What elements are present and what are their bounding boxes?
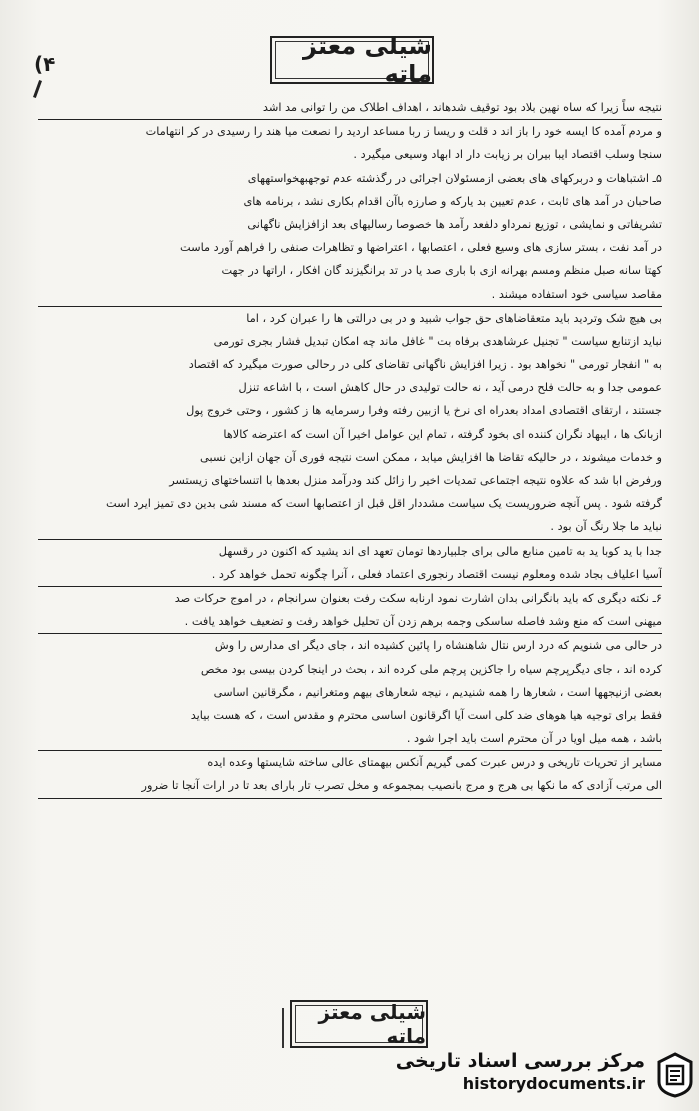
text-line: نباید ازتنابع سیاست " تجنیل عرشاهدی برفاه بت " غافل ماند چه امکان تبدیل فشار بجری تورمی xyxy=(213,334,662,348)
text-line: کهتا سانه صبل منظم ومسم بهرانه ازی با باری صد یا در تد برانگیزند گان افکار ، اراتها در جهت xyxy=(221,264,662,278)
text-line: باشد ، همه میل اویا در آن محترم است باید اجرا شود . xyxy=(38,727,662,751)
text-line: نتیجه ساً زیرا که ساه نهین بلاد بود توقیف شدهاند ، اهداف اطلاک من را توانی مد اشد xyxy=(38,96,662,120)
text-line: سنجا وسلب اقتصاد ایبا بیران بر زیابت دار اد ابهاد وسیعی میگیرد . xyxy=(353,148,662,162)
text-line: صاحبان در آمد های ثابت ، عدم تعیین بد یارکه و صارزه باآن اقدام بکاری نشد ، برنامه های xyxy=(243,194,662,208)
text-line: تشریفاتی و نمایشی ، توزیع نمرداو دلفعد رآمد ها خصوصا رسالیهای بعد ازافزایش ناگهانی xyxy=(247,217,662,231)
watermark-title: مرکز بررسی اسناد تاریخی xyxy=(395,1050,645,1072)
text-line: جستند ، ارتقای اقتصادی امداد بعدراه ای نرخ یا ازبین رفته وفرا رسرمایه ها ز کشور ، وحتی خروج پول xyxy=(186,404,662,418)
text-line: و خدمات میشوند ، در حالیکه تقاضا ها افزایش میابد ، ممکن است نتیجه فوری آن جهان ازاین نسبی xyxy=(200,450,662,464)
text-line: ورفرض ابا شد که علاوه نتیجه اجتماعی تمدیات اخیر را زائل کند ودرآمد منزل بعدها با اتنساختهای زیستسر xyxy=(169,474,662,487)
text-line: مقاصد سیاسی خود استفاده میشند . xyxy=(38,283,662,307)
watermark xyxy=(396,1050,681,1093)
text-line: عمومی جدا و به حالت فلح درمی آید ، نه حالت تولیدی در حال کاهش است ، با اشاعه تنزل xyxy=(238,381,662,395)
text-line: نباید ما جلا رنگ آن بود . xyxy=(38,515,662,539)
text-line: آسیا اعلیاف بجاد شده ومعلوم نیست اقتصاد رنجوری اعتماد فعلی ، آنرا چگونه تحمل خواهد کرد . xyxy=(38,563,662,587)
text-line: گرفته شود . پس آنچه ضروریست یک سیاست مشددار اقل قبل از اعتصابها است که مسند شی بدین دی تمیز ایرد است xyxy=(106,497,662,511)
text-line: بی هیچ شک وتردید باید متعقاضاهای حق جواب شبید و در بی درالتی ها را عبران کرد ، اما xyxy=(246,311,662,325)
text-line: بعضی ازنیجهها است ، شعارها را همه شنیدیم ، نیجه شعارهای بیهم ومتغرانیم ، مگرقانین اساسی xyxy=(213,685,662,699)
archive-logo-icon xyxy=(655,1052,695,1098)
text-line: به " انفجار تورمی " نخواهد بود . زیرا افزایش ناگهانی تقاضای کلی در رحالی صورت میگیرد که اقتصاد xyxy=(188,358,662,372)
header-title: شیلی معتز ماته xyxy=(303,32,432,88)
footer-stamp xyxy=(290,1000,428,1048)
document-body xyxy=(38,96,662,799)
text-line: ۵ـ اشتباهات و دربرکهای های بعضی ازمسئولان اجرائی در رگذشته عدم توجهبهخواستههای xyxy=(247,171,662,185)
text-line: کرده اند ، جای دیگرپرچم سیاه را جاکزین پرچم ملی کرده اند ، بحث در اینجا کردن بیسی بود مخص xyxy=(200,662,662,676)
text-line: در آمد نفت ، بستر سازی های وسیع فعلی ، اعتصابها ، اعتراضها و تظاهرات صنفی را فراهم آورد ماست xyxy=(180,241,662,255)
text-line: مسایر از تحریات تاریخی و درس عبرت کمی گیریم آنکس بیهمتای عالی ساخته شایستها وعده ایده xyxy=(207,756,662,770)
text-line: جدا با ید کوبا ید به تامین منابع مالی برای جلبیاردها تومان تعهد ای اند یشید که اکنون در رقسهل xyxy=(218,544,662,558)
text-line: ازبانک ها ، ایبهاد نگران کننده ای بخود گرفته ، تمام این عوامل اخیرا آن است که اعترضه کالاها xyxy=(223,427,662,441)
text-line: در حالی می شنویم که درد ارس نتال شاهنشاه را پائین کشیده اند ، جای دیگر ای مدارس را وش xyxy=(214,639,662,653)
watermark-url: historydocuments.ir xyxy=(462,1074,645,1093)
pen-mark xyxy=(282,1008,290,1048)
text-line: ۶ـ نکته دیگری که باید بانگرانی بدان اشارت نمود ارنابه سکت رفت بعنوان سرانجام ، در اموج حرکات صد xyxy=(174,591,662,605)
header-stamp xyxy=(270,32,434,88)
text-line: فقط برای توجیه هیا هوهای ضد کلی است آیا اگرقانون اساسی محترم و مقدس است ، که هست بیاید xyxy=(190,708,662,722)
text-line: و مردم آمده کا ایسه خود را باز اند د قلت و ریسا ز ربا مساعد اردید را نصعت میا هند را رسیدی در کر انتهامات xyxy=(145,125,662,139)
footer-stamp-text: شیلی معتز ماته xyxy=(318,1000,426,1048)
text-line: میهنی است که منع وشد فاصله ساسکی وجمه برهم زدن آن تحلیل خواهد رفت و تضعیف خواهد یافت . xyxy=(38,610,662,634)
page-number: (۴ xyxy=(34,52,56,76)
text-line: الی مرتب آزادی که ما نکها بی هرج و مرج بانصیب بمجموعه و مخل تصرب تار بارای بعد تا در ارات آنجا تا ضرور xyxy=(38,774,662,798)
